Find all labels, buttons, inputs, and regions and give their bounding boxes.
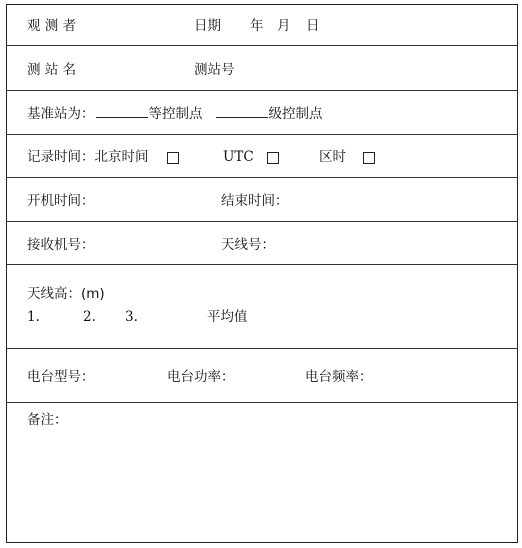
row-start-end-time	[7, 177, 517, 222]
date-label: 日期	[194, 18, 221, 34]
station-no-label: 测站号	[194, 62, 235, 78]
antenna-no-label: 天线号：	[221, 237, 275, 253]
row-radio	[7, 348, 517, 403]
height-item-3: 3.	[125, 309, 138, 325]
row-record-time	[7, 134, 517, 178]
radio-frequency-label: 电台频率：	[305, 369, 373, 385]
remarks-label: 备注：	[27, 412, 68, 428]
base-station-line	[27, 105, 323, 122]
row-observer-date	[7, 5, 517, 46]
antenna-height-label: 天线高：(m)	[27, 286, 105, 302]
station-name-label: 测 站 名	[27, 62, 77, 78]
row-station	[7, 45, 517, 91]
beijing-time-checkbox[interactable]	[167, 152, 179, 164]
height-item-2: 2.	[83, 309, 96, 325]
year-label: 年	[250, 18, 264, 34]
end-time-label: 结束时间：	[221, 193, 289, 209]
radio-power-label: 电台功率：	[167, 369, 235, 385]
utc-label: UTC	[223, 149, 254, 165]
zone-time-label: 区时	[319, 149, 346, 165]
record-time-label: 记录时间：北京时间	[27, 149, 149, 165]
utc-checkbox[interactable]	[267, 152, 279, 164]
base-station-blank-2	[216, 105, 268, 118]
row-remarks	[7, 402, 517, 542]
row-antenna-height	[7, 264, 517, 349]
control-point-label: 等控制点	[148, 106, 203, 122]
level-control-point-label: 级控制点	[268, 106, 323, 122]
radio-model-label: 电台型号：	[27, 369, 95, 385]
base-station-blank-1	[96, 105, 148, 118]
receiver-no-label: 接收机号：	[27, 237, 95, 253]
observer-label: 观 测 者	[27, 18, 77, 34]
observation-form	[6, 4, 518, 543]
average-label: 平均值	[207, 309, 248, 325]
start-time-label: 开机时间：	[27, 193, 95, 209]
zone-time-checkbox[interactable]	[363, 152, 375, 164]
day-label: 日	[306, 18, 320, 34]
row-receiver-antenna	[7, 221, 517, 265]
month-label: 月	[277, 18, 291, 34]
height-item-1: 1.	[27, 309, 40, 325]
base-station-label: 基准站为：	[27, 106, 95, 122]
row-base-station	[7, 90, 517, 135]
